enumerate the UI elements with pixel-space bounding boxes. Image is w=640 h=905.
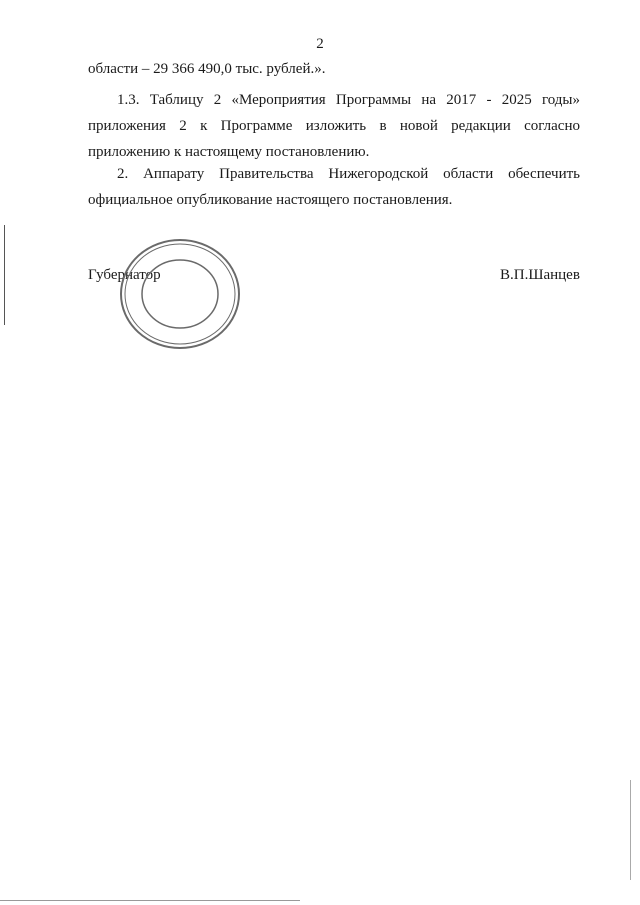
- scan-edge-mark: [4, 225, 5, 325]
- scan-edge-mark: [0, 900, 300, 901]
- text-line: 2. Аппарату Правительства Нижегородской области обеспечить: [117, 166, 580, 182]
- seal-outer-ring: [121, 240, 239, 348]
- seal-inner-ring: [142, 260, 218, 328]
- text-line: 1.3. Таблицу 2 «Мероприятия Программы на 2017 - 2025 годы»: [117, 92, 580, 108]
- text-line: области – 29 366 490,0 тыс. рублей.».: [88, 61, 326, 77]
- official-seal-icon: [118, 237, 242, 351]
- text-line: приложения 2 к Программе изложить в новой редакции согласно: [88, 118, 580, 134]
- signatory-title: Губернатор: [88, 267, 161, 283]
- text-line: официальное опубликование настоящего постановления.: [88, 192, 453, 208]
- page-number: 2: [316, 36, 324, 52]
- signatory-name: В.П.Шанцев: [500, 267, 580, 283]
- text-line: приложению к настоящему постановлению.: [88, 144, 370, 160]
- scan-edge-mark: [630, 780, 631, 880]
